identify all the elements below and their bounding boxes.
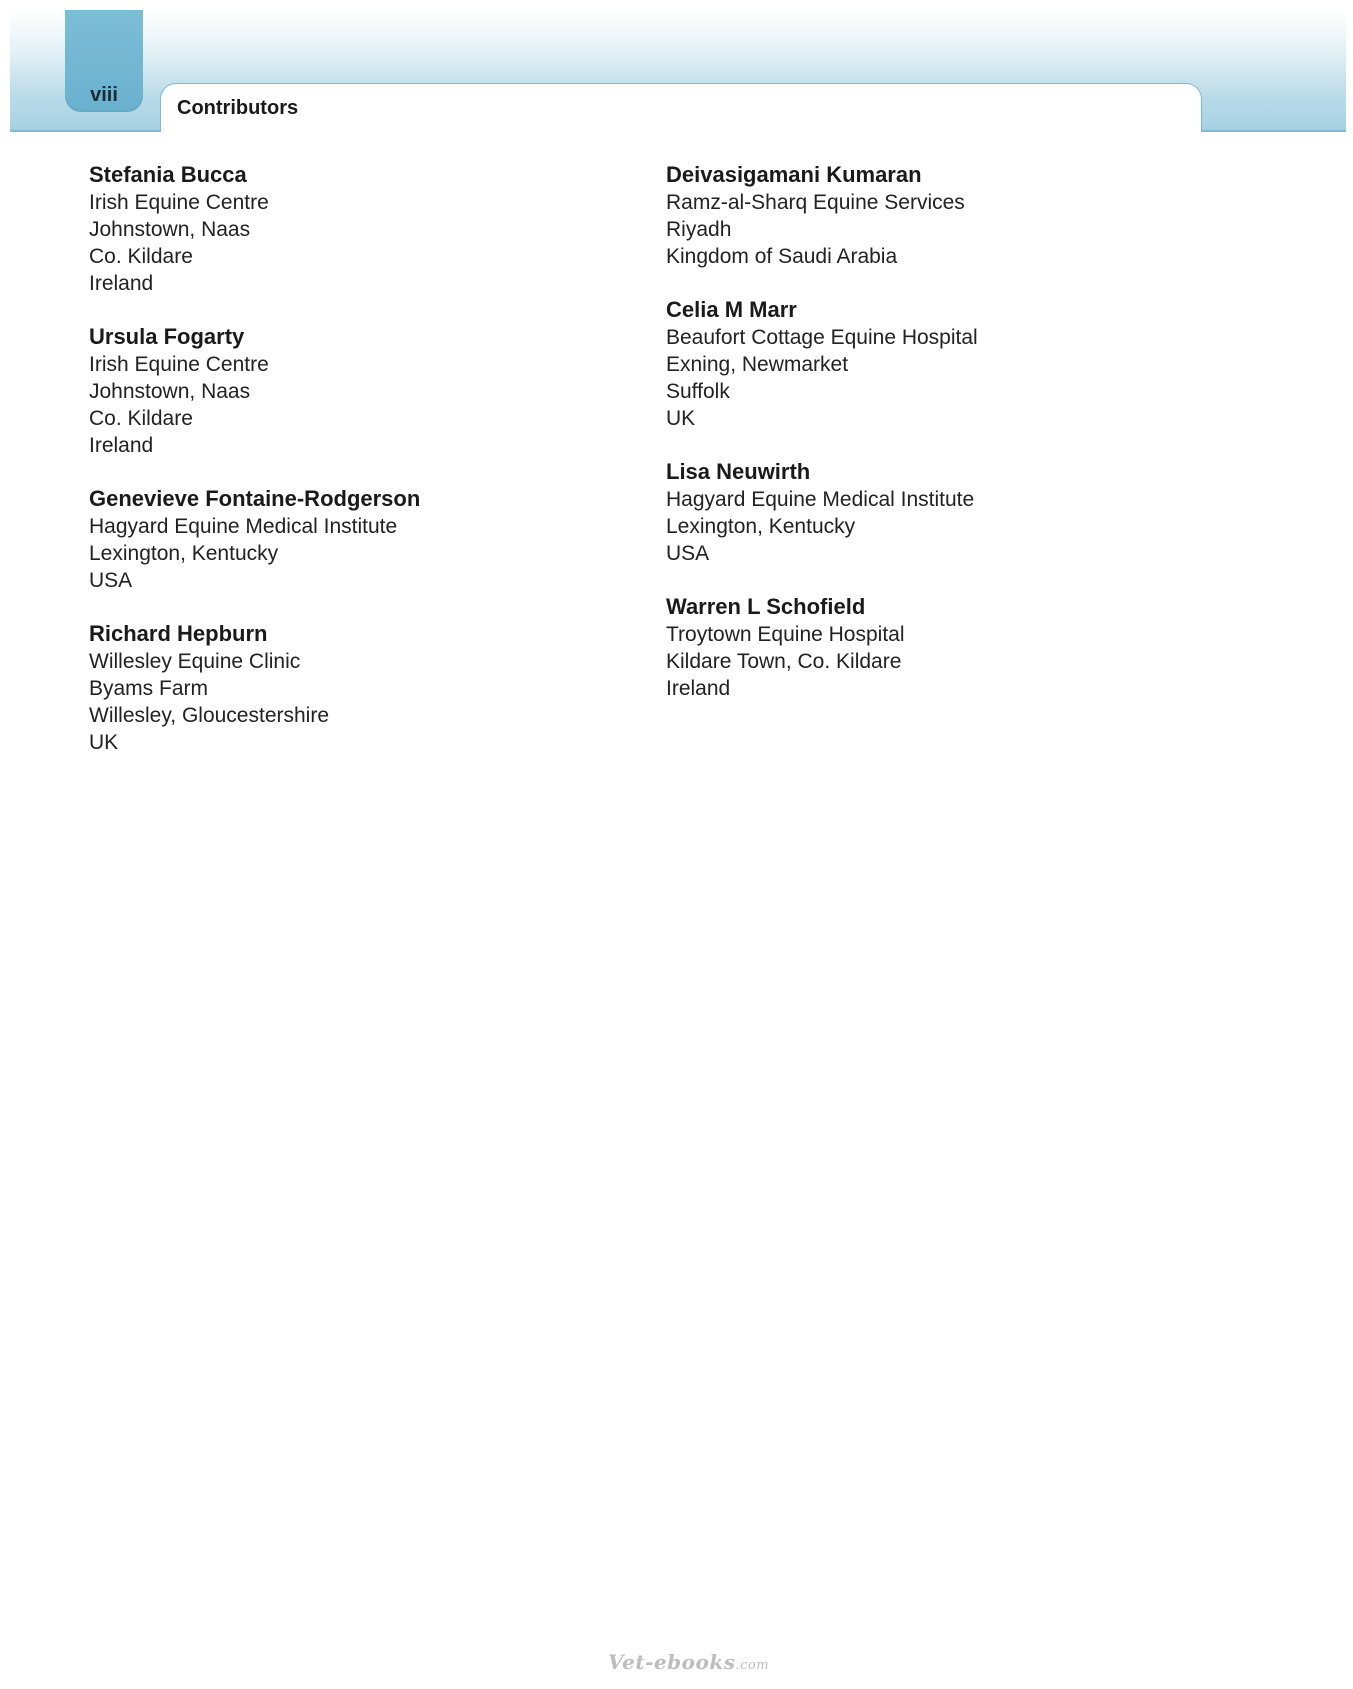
contributor-entry	[89, 322, 609, 459]
contributor-entry	[666, 592, 1186, 702]
address-line: Ireland	[666, 677, 731, 700]
contributor-entry	[666, 457, 1186, 567]
address-line: Johnstown, Naas	[89, 380, 251, 403]
watermark-logo	[608, 1650, 769, 1674]
contributors-left-column	[89, 160, 609, 781]
page-number: viii	[90, 84, 118, 106]
contributor-name: Genevieve Fontaine-Rodgerson	[89, 486, 421, 511]
address-line: Johnstown, Naas	[89, 218, 251, 241]
address-line: Kildare Town, Co. Kildare	[666, 650, 902, 673]
address-line: Willesley Equine Clinic	[89, 650, 301, 673]
contributor-name: Celia M Marr	[666, 297, 797, 322]
address-line: Co. Kildare	[89, 407, 193, 430]
address-line: Suffolk	[666, 380, 730, 403]
address-line: Kingdom of Saudi Arabia	[666, 245, 898, 268]
address-line: USA	[89, 569, 133, 592]
section-title: Contributors	[177, 97, 299, 119]
watermark-suffix: .com	[735, 1658, 770, 1673]
address-line: UK	[89, 731, 119, 754]
address-line: Beaufort Cottage Equine Hospital	[666, 326, 978, 349]
address-line: Ramz-al-Sharq Equine Services	[666, 191, 965, 214]
title-panel	[160, 83, 1202, 132]
contributors-right-column	[666, 160, 1186, 727]
watermark-text: Vet-ebooks	[608, 1650, 736, 1674]
contributor-name: Deivasigamani Kumaran	[666, 162, 922, 187]
contributor-name: Richard Hepburn	[89, 621, 268, 646]
address-line: UK	[666, 407, 696, 430]
contributor-name: Warren L Schofield	[666, 594, 866, 619]
address-line: Co. Kildare	[89, 245, 193, 268]
address-line: Byams Farm	[89, 677, 209, 700]
address-line: Ireland	[89, 272, 154, 295]
address-line: Ireland	[89, 434, 154, 457]
address-line: Willesley, Gloucestershire	[89, 704, 330, 727]
contributor-entry	[89, 160, 609, 297]
address-line: Lexington, Kentucky	[666, 515, 856, 538]
address-line: Hagyard Equine Medical Institute	[89, 515, 398, 538]
contributor-name: Stefania Bucca	[89, 162, 247, 187]
address-line: Irish Equine Centre	[89, 353, 269, 376]
contributor-name: Ursula Fogarty	[89, 324, 245, 349]
contributor-entry	[666, 295, 1186, 432]
address-line: Lexington, Kentucky	[89, 542, 279, 565]
address-line: Hagyard Equine Medical Institute	[666, 488, 975, 511]
contributor-entry	[666, 160, 1186, 270]
contributor-name: Lisa Neuwirth	[666, 459, 811, 484]
address-line: Troytown Equine Hospital	[666, 623, 905, 646]
address-line: Riyadh	[666, 218, 732, 241]
address-line: Exning, Newmarket	[666, 353, 849, 376]
address-line: USA	[666, 542, 710, 565]
contributor-entry	[89, 619, 609, 756]
contributor-entry	[89, 484, 609, 594]
address-line: Irish Equine Centre	[89, 191, 269, 214]
